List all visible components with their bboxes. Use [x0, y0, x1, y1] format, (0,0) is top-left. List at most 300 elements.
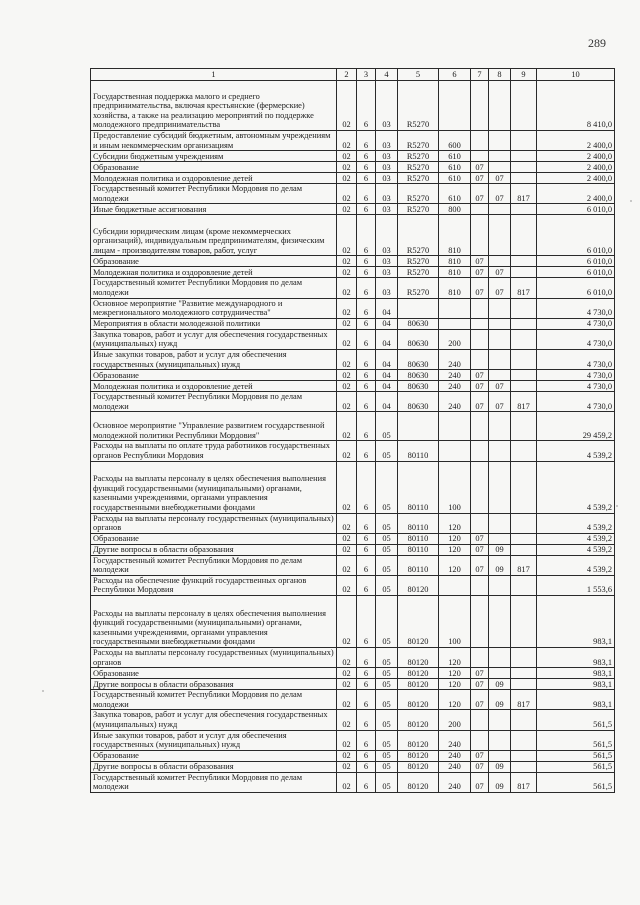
code-subsection: 09 — [489, 555, 511, 575]
table-row — [91, 730, 615, 750]
row-amount: 4 730,0 — [537, 318, 615, 329]
code-subprogram: 6 — [357, 392, 376, 412]
code-program: 02 — [337, 690, 357, 710]
row-amount: 983,1 — [537, 596, 615, 648]
row-amount: 2 400,0 — [537, 184, 615, 204]
code-expense-type: 240 — [439, 772, 471, 792]
table-row — [91, 544, 615, 555]
code-ministry — [511, 575, 537, 595]
code-ministry — [511, 648, 537, 668]
code-direction: 80630 — [398, 381, 439, 392]
code-event: 05 — [376, 772, 398, 792]
row-name: Иные бюджетные ассигнования — [91, 204, 337, 215]
code-ministry: 817 — [511, 555, 537, 575]
row-amount: 561,5 — [537, 761, 615, 772]
table-row — [91, 761, 615, 772]
column-header: 2 — [337, 69, 357, 81]
row-amount: 4 539,2 — [537, 533, 615, 544]
code-subprogram: 6 — [357, 370, 376, 381]
row-name: Государственная поддержка малого и среднего предпринимательства, включая крестьянские (фермерские) хозяйства, а также на реализацию мероприятий по поддержке молодежного предпринимательства — [91, 81, 337, 131]
code-event: 03 — [376, 267, 398, 278]
table-row — [91, 162, 615, 173]
code-program: 02 — [337, 555, 357, 575]
code-ministry — [511, 298, 537, 318]
code-direction: 80120 — [398, 679, 439, 690]
row-name: Закупка товаров, работ и услуг для обеспечения государственных (муниципальных) нужд — [91, 329, 337, 349]
code-expense-type: 240 — [439, 370, 471, 381]
code-subsection — [489, 533, 511, 544]
table-row — [91, 151, 615, 162]
code-section: 07 — [471, 278, 489, 298]
code-section: 07 — [471, 256, 489, 267]
code-program: 02 — [337, 544, 357, 555]
code-event: 03 — [376, 278, 398, 298]
table-row — [91, 412, 615, 441]
code-ministry — [511, 81, 537, 131]
code-program: 02 — [337, 392, 357, 412]
code-subprogram: 6 — [357, 533, 376, 544]
code-event: 05 — [376, 555, 398, 575]
row-amount: 4 539,2 — [537, 544, 615, 555]
row-name: Государственный комитет Республики Мордовия по делам молодежи — [91, 278, 337, 298]
row-name: Иные закупки товаров, работ и услуг для обеспечения государственных (муниципальных) нужд — [91, 349, 337, 369]
code-section: 07 — [471, 162, 489, 173]
code-ministry — [511, 461, 537, 513]
code-event: 03 — [376, 162, 398, 173]
code-subprogram: 6 — [357, 648, 376, 668]
code-subsection — [489, 81, 511, 131]
code-subsection — [489, 318, 511, 329]
code-direction — [398, 298, 439, 318]
row-amount: 6 010,0 — [537, 256, 615, 267]
table-row — [91, 204, 615, 215]
code-expense-type: 120 — [439, 648, 471, 668]
table-row — [91, 441, 615, 461]
code-ministry — [511, 544, 537, 555]
code-subsection: 07 — [489, 173, 511, 184]
code-event: 04 — [376, 349, 398, 369]
code-ministry — [511, 513, 537, 533]
code-subsection — [489, 461, 511, 513]
code-direction: R5270 — [398, 215, 439, 256]
table-row — [91, 533, 615, 544]
code-section — [471, 648, 489, 668]
code-subprogram: 6 — [357, 162, 376, 173]
code-program: 02 — [337, 162, 357, 173]
code-subsection — [489, 575, 511, 595]
table-row — [91, 298, 615, 318]
code-expense-type: 810 — [439, 278, 471, 298]
code-subprogram: 6 — [357, 184, 376, 204]
row-amount: 983,1 — [537, 668, 615, 679]
code-direction: 80630 — [398, 370, 439, 381]
row-amount: 4 730,0 — [537, 392, 615, 412]
code-ministry — [511, 349, 537, 369]
code-section: 07 — [471, 267, 489, 278]
code-ministry — [511, 173, 537, 184]
code-direction: 80120 — [398, 772, 439, 792]
code-direction: 80120 — [398, 761, 439, 772]
column-header: 3 — [357, 69, 376, 81]
row-name: Основное мероприятие "Развитие международного и межрегионального молодежного сотрудничества" — [91, 298, 337, 318]
column-header: 6 — [439, 69, 471, 81]
row-name: Другие вопросы в области образования — [91, 679, 337, 690]
code-subsection: 07 — [489, 278, 511, 298]
code-section — [471, 461, 489, 513]
row-amount: 4 730,0 — [537, 329, 615, 349]
code-program: 02 — [337, 513, 357, 533]
code-expense-type: 810 — [439, 215, 471, 256]
code-subprogram: 6 — [357, 318, 376, 329]
code-direction: 80120 — [398, 648, 439, 668]
code-program: 02 — [337, 267, 357, 278]
table-row — [91, 256, 615, 267]
code-subsection: 09 — [489, 690, 511, 710]
row-name: Молодежная политика и оздоровление детей — [91, 267, 337, 278]
row-amount: 2 400,0 — [537, 162, 615, 173]
code-ministry: 817 — [511, 392, 537, 412]
code-direction: R5270 — [398, 278, 439, 298]
row-amount: 6 010,0 — [537, 267, 615, 278]
code-subsection — [489, 256, 511, 267]
code-subprogram: 6 — [357, 750, 376, 761]
code-section — [471, 513, 489, 533]
code-event: 05 — [376, 461, 398, 513]
code-direction: 80120 — [398, 575, 439, 595]
row-amount: 4 539,2 — [537, 441, 615, 461]
code-subprogram: 6 — [357, 173, 376, 184]
code-direction: 80630 — [398, 318, 439, 329]
code-expense-type: 120 — [439, 513, 471, 533]
code-ministry — [511, 412, 537, 441]
code-expense-type: 120 — [439, 544, 471, 555]
code-section: 07 — [471, 772, 489, 792]
code-program: 02 — [337, 215, 357, 256]
code-direction: R5270 — [398, 267, 439, 278]
code-program: 02 — [337, 575, 357, 595]
code-program: 02 — [337, 204, 357, 215]
row-name: Расходы на выплаты по оплате труда работников государственных органов Республики Мордовия — [91, 441, 337, 461]
code-section — [471, 412, 489, 441]
code-event: 05 — [376, 513, 398, 533]
table-row — [91, 318, 615, 329]
code-expense-type: 610 — [439, 173, 471, 184]
row-name: Государственный комитет Республики Мордовия по делам молодежи — [91, 392, 337, 412]
row-amount: 983,1 — [537, 690, 615, 710]
code-subprogram: 6 — [357, 256, 376, 267]
code-direction: 80110 — [398, 533, 439, 544]
code-subprogram: 6 — [357, 668, 376, 679]
code-ministry — [511, 679, 537, 690]
code-expense-type: 240 — [439, 761, 471, 772]
table-row — [91, 690, 615, 710]
code-expense-type — [439, 412, 471, 441]
row-amount: 983,1 — [537, 679, 615, 690]
code-section: 07 — [471, 750, 489, 761]
code-section — [471, 204, 489, 215]
code-direction: 80120 — [398, 596, 439, 648]
code-expense-type — [439, 441, 471, 461]
row-name: Государственный комитет Республики Мордовия по делам молодежи — [91, 555, 337, 575]
code-subsection: 09 — [489, 772, 511, 792]
code-program: 02 — [337, 349, 357, 369]
code-ministry — [511, 151, 537, 162]
code-ministry — [511, 761, 537, 772]
row-name: Расходы на выплаты персоналу государственных (муниципальных) органов — [91, 648, 337, 668]
code-section: 07 — [471, 370, 489, 381]
code-subsection — [489, 441, 511, 461]
code-program: 02 — [337, 668, 357, 679]
code-subsection: 09 — [489, 679, 511, 690]
code-event: 05 — [376, 730, 398, 750]
code-ministry — [511, 370, 537, 381]
code-direction: R5270 — [398, 184, 439, 204]
code-subprogram: 6 — [357, 278, 376, 298]
code-subprogram: 6 — [357, 267, 376, 278]
row-name: Мероприятия в области молодежной политики — [91, 318, 337, 329]
row-name: Закупка товаров, работ и услуг для обеспечения государственных (муниципальных) нужд — [91, 710, 337, 730]
row-amount: 2 400,0 — [537, 151, 615, 162]
column-header: 5 — [398, 69, 439, 81]
code-direction: 80110 — [398, 513, 439, 533]
row-amount: 561,5 — [537, 730, 615, 750]
code-expense-type: 240 — [439, 349, 471, 369]
code-subprogram: 6 — [357, 575, 376, 595]
code-program: 02 — [337, 772, 357, 792]
row-amount: 2 400,0 — [537, 173, 615, 184]
code-expense-type: 610 — [439, 162, 471, 173]
code-subsection — [489, 349, 511, 369]
table-row — [91, 555, 615, 575]
code-direction — [398, 412, 439, 441]
row-name: Образование — [91, 256, 337, 267]
code-event: 04 — [376, 392, 398, 412]
code-subprogram: 6 — [357, 730, 376, 750]
code-subprogram: 6 — [357, 81, 376, 131]
header-row — [91, 69, 615, 81]
code-subprogram: 6 — [357, 772, 376, 792]
row-amount: 561,5 — [537, 772, 615, 792]
code-program: 02 — [337, 441, 357, 461]
table-row — [91, 349, 615, 369]
code-section: 07 — [471, 544, 489, 555]
code-program: 02 — [337, 381, 357, 392]
code-ministry — [511, 533, 537, 544]
row-name: Основное мероприятие "Управление развитием государственной молодежной политики Республики Мордовия" — [91, 412, 337, 441]
column-header: 1 — [91, 69, 337, 81]
code-expense-type: 120 — [439, 690, 471, 710]
row-name: Молодежная политика и оздоровление детей — [91, 173, 337, 184]
code-direction: 80120 — [398, 710, 439, 730]
code-ministry — [511, 381, 537, 392]
code-expense-type: 610 — [439, 151, 471, 162]
code-subprogram: 6 — [357, 215, 376, 256]
code-section — [471, 441, 489, 461]
code-subsection — [489, 596, 511, 648]
row-amount: 6 010,0 — [537, 204, 615, 215]
code-subsection — [489, 648, 511, 668]
code-program: 02 — [337, 461, 357, 513]
code-subprogram: 6 — [357, 596, 376, 648]
table-row — [91, 710, 615, 730]
row-name: Образование — [91, 370, 337, 381]
code-subprogram: 6 — [357, 544, 376, 555]
code-expense-type — [439, 575, 471, 595]
code-direction: 80110 — [398, 461, 439, 513]
code-event: 05 — [376, 441, 398, 461]
scan-speck — [630, 200, 632, 202]
code-direction: R5270 — [398, 131, 439, 151]
code-section: 07 — [471, 555, 489, 575]
code-expense-type: 100 — [439, 596, 471, 648]
code-ministry — [511, 730, 537, 750]
code-direction: R5270 — [398, 81, 439, 131]
table-row — [91, 184, 615, 204]
row-name: Государственный комитет Республики Мордовия по делам молодежи — [91, 184, 337, 204]
code-direction: 80120 — [398, 668, 439, 679]
code-ministry: 817 — [511, 690, 537, 710]
table-row — [91, 772, 615, 792]
code-subprogram: 6 — [357, 131, 376, 151]
code-event: 04 — [376, 318, 398, 329]
code-program: 02 — [337, 750, 357, 761]
row-name: Другие вопросы в области образования — [91, 544, 337, 555]
code-ministry — [511, 204, 537, 215]
row-name: Субсидии бюджетным учреждениям — [91, 151, 337, 162]
code-event: 03 — [376, 204, 398, 215]
code-program: 02 — [337, 648, 357, 668]
code-event: 05 — [376, 668, 398, 679]
table-row — [91, 392, 615, 412]
code-program: 02 — [337, 710, 357, 730]
row-amount: 1 553,6 — [537, 575, 615, 595]
row-amount: 4 730,0 — [537, 349, 615, 369]
code-ministry — [511, 162, 537, 173]
code-ministry — [511, 750, 537, 761]
code-section: 07 — [471, 761, 489, 772]
code-section — [471, 349, 489, 369]
code-subsection: 07 — [489, 184, 511, 204]
code-subprogram: 6 — [357, 761, 376, 772]
table-row — [91, 668, 615, 679]
code-expense-type: 120 — [439, 533, 471, 544]
code-expense-type: 200 — [439, 710, 471, 730]
code-section — [471, 710, 489, 730]
code-expense-type: 200 — [439, 329, 471, 349]
code-subprogram: 6 — [357, 690, 376, 710]
code-expense-type: 610 — [439, 184, 471, 204]
table-row — [91, 329, 615, 349]
row-amount: 29 459,2 — [537, 412, 615, 441]
code-ministry — [511, 668, 537, 679]
code-direction: 80120 — [398, 690, 439, 710]
code-subsection — [489, 730, 511, 750]
code-subsection: 07 — [489, 267, 511, 278]
code-ministry — [511, 256, 537, 267]
table-row — [91, 370, 615, 381]
budget-table — [90, 68, 615, 793]
code-expense-type: 810 — [439, 267, 471, 278]
code-direction: 80120 — [398, 750, 439, 761]
code-expense-type: 240 — [439, 392, 471, 412]
code-expense-type: 800 — [439, 204, 471, 215]
row-amount: 4 539,2 — [537, 513, 615, 533]
table-row — [91, 679, 615, 690]
row-amount: 4 730,0 — [537, 370, 615, 381]
code-subprogram: 6 — [357, 461, 376, 513]
row-name: Предоставление субсидий бюджетным, автономным учреждениям и иным некоммерческим организациям — [91, 131, 337, 151]
code-section — [471, 298, 489, 318]
code-event: 05 — [376, 648, 398, 668]
code-event: 03 — [376, 215, 398, 256]
code-subsection — [489, 513, 511, 533]
code-event: 03 — [376, 184, 398, 204]
code-ministry: 817 — [511, 184, 537, 204]
code-event: 04 — [376, 298, 398, 318]
code-section — [471, 215, 489, 256]
table-row — [91, 461, 615, 513]
code-direction: 80630 — [398, 392, 439, 412]
table-row — [91, 596, 615, 648]
column-header: 9 — [511, 69, 537, 81]
code-section — [471, 596, 489, 648]
code-section — [471, 131, 489, 151]
code-subsection — [489, 329, 511, 349]
code-subprogram: 6 — [357, 555, 376, 575]
code-event: 05 — [376, 596, 398, 648]
code-section: 07 — [471, 392, 489, 412]
table-row — [91, 173, 615, 184]
code-program: 02 — [337, 412, 357, 441]
code-program: 02 — [337, 256, 357, 267]
code-subprogram: 6 — [357, 381, 376, 392]
code-section: 07 — [471, 690, 489, 710]
code-program: 02 — [337, 370, 357, 381]
code-expense-type: 240 — [439, 750, 471, 761]
code-subprogram: 6 — [357, 349, 376, 369]
scan-speck — [42, 690, 44, 692]
code-subsection — [489, 215, 511, 256]
code-direction: 80630 — [398, 329, 439, 349]
row-name: Образование — [91, 668, 337, 679]
code-ministry — [511, 318, 537, 329]
code-section: 07 — [471, 381, 489, 392]
column-header: 8 — [489, 69, 511, 81]
code-subprogram: 6 — [357, 151, 376, 162]
code-program: 02 — [337, 151, 357, 162]
row-name: Расходы на обеспечение функций государственных органов Республики Мордовия — [91, 575, 337, 595]
code-expense-type: 240 — [439, 381, 471, 392]
row-name: Молодежная политика и оздоровление детей — [91, 381, 337, 392]
code-program: 02 — [337, 173, 357, 184]
code-ministry — [511, 131, 537, 151]
code-section — [471, 730, 489, 750]
code-event: 05 — [376, 761, 398, 772]
code-subsection: 09 — [489, 761, 511, 772]
code-expense-type: 120 — [439, 668, 471, 679]
code-expense-type: 810 — [439, 256, 471, 267]
code-ministry — [511, 441, 537, 461]
code-section — [471, 318, 489, 329]
code-ministry — [511, 267, 537, 278]
code-event: 05 — [376, 710, 398, 730]
code-program: 02 — [337, 318, 357, 329]
code-direction: 80110 — [398, 441, 439, 461]
code-section — [471, 151, 489, 162]
code-event: 04 — [376, 381, 398, 392]
code-expense-type — [439, 318, 471, 329]
code-expense-type: 240 — [439, 730, 471, 750]
